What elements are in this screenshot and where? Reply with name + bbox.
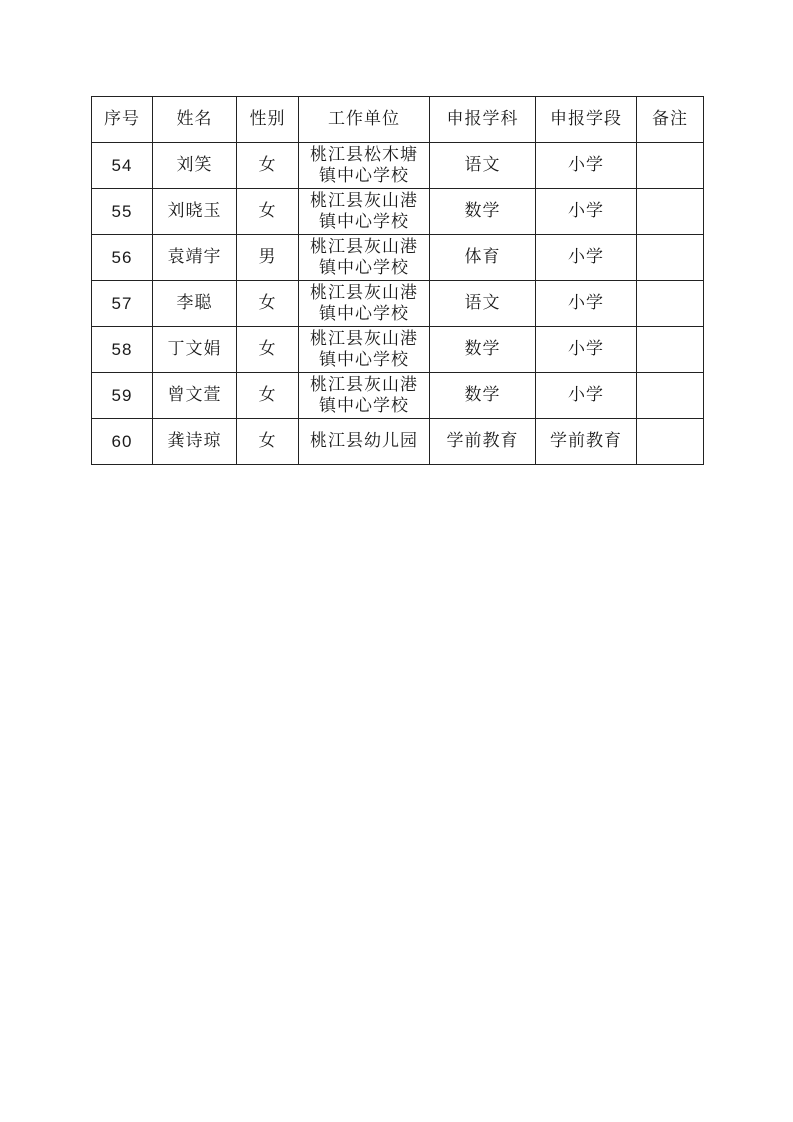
cell-name: 曾文萱: [153, 373, 237, 419]
cell-stage: 小学: [536, 373, 637, 419]
cell-gender: 女: [237, 373, 299, 419]
cell-name: 袁靖宇: [153, 235, 237, 281]
cell-stage: 小学: [536, 143, 637, 189]
table-row: [92, 373, 704, 419]
cell-name: 龚诗琼: [153, 419, 237, 465]
header-name: 姓名: [153, 97, 237, 143]
cell-no: 56: [92, 235, 153, 281]
header-stage: 申报学段: [536, 97, 637, 143]
cell-gender: 女: [237, 143, 299, 189]
cell-unit: [299, 235, 430, 281]
cell-stage: 小学: [536, 189, 637, 235]
cell-name: 刘笑: [153, 143, 237, 189]
unit-line: 桃江县灰山港: [310, 328, 418, 349]
header-subject: 申报学科: [430, 97, 536, 143]
unit-line: 桃江县灰山港: [310, 374, 418, 395]
cell-remark: [637, 143, 704, 189]
cell-subject: 学前教育: [430, 419, 536, 465]
cell-name: 丁文娟: [153, 327, 237, 373]
unit-line: 镇中心学校: [319, 349, 409, 370]
table-row: [92, 143, 704, 189]
unit-line: 镇中心学校: [319, 257, 409, 278]
cell-subject: 语文: [430, 281, 536, 327]
cell-name: 李聪: [153, 281, 237, 327]
header-no: 序号: [92, 97, 153, 143]
cell-remark: [637, 189, 704, 235]
cell-remark: [637, 235, 704, 281]
unit-line: 镇中心学校: [319, 165, 409, 186]
unit-line: 镇中心学校: [319, 303, 409, 324]
cell-unit: [299, 327, 430, 373]
table-body: [92, 143, 704, 465]
cell-gender: 女: [237, 327, 299, 373]
table-header: [92, 97, 704, 143]
cell-no: 58: [92, 327, 153, 373]
applicant-table: [91, 96, 704, 465]
unit-line: 桃江县松木塘: [310, 144, 418, 165]
unit-line: 桃江县幼儿园: [310, 431, 418, 451]
unit-line: 镇中心学校: [319, 395, 409, 416]
header-unit: 工作单位: [299, 97, 430, 143]
table-row: [92, 189, 704, 235]
table-row: [92, 235, 704, 281]
header-remark: 备注: [637, 97, 704, 143]
cell-gender: 女: [237, 281, 299, 327]
table-row: [92, 327, 704, 373]
cell-subject: 数学: [430, 327, 536, 373]
cell-unit: [299, 373, 430, 419]
cell-unit: [299, 143, 430, 189]
cell-stage: 小学: [536, 235, 637, 281]
cell-subject: 体育: [430, 235, 536, 281]
header-row: [92, 97, 704, 143]
cell-gender: 女: [237, 189, 299, 235]
header-gender: 性别: [237, 97, 299, 143]
cell-remark: [637, 419, 704, 465]
table-row: [92, 419, 704, 465]
cell-no: 54: [92, 143, 153, 189]
cell-no: 59: [92, 373, 153, 419]
cell-remark: [637, 327, 704, 373]
cell-unit: [299, 419, 430, 465]
cell-stage: 学前教育: [536, 419, 637, 465]
cell-unit: [299, 281, 430, 327]
cell-subject: 数学: [430, 189, 536, 235]
cell-gender: 男: [237, 235, 299, 281]
cell-remark: [637, 281, 704, 327]
cell-no: 60: [92, 419, 153, 465]
unit-line: 桃江县灰山港: [310, 236, 418, 257]
unit-line: 镇中心学校: [319, 211, 409, 232]
cell-subject: 数学: [430, 373, 536, 419]
cell-subject: 语文: [430, 143, 536, 189]
cell-unit: [299, 189, 430, 235]
cell-name: 刘晓玉: [153, 189, 237, 235]
cell-no: 57: [92, 281, 153, 327]
unit-line: 桃江县灰山港: [310, 190, 418, 211]
table-row: [92, 281, 704, 327]
cell-stage: 小学: [536, 327, 637, 373]
unit-line: 桃江县灰山港: [310, 282, 418, 303]
cell-stage: 小学: [536, 281, 637, 327]
cell-remark: [637, 373, 704, 419]
cell-gender: 女: [237, 419, 299, 465]
cell-no: 55: [92, 189, 153, 235]
